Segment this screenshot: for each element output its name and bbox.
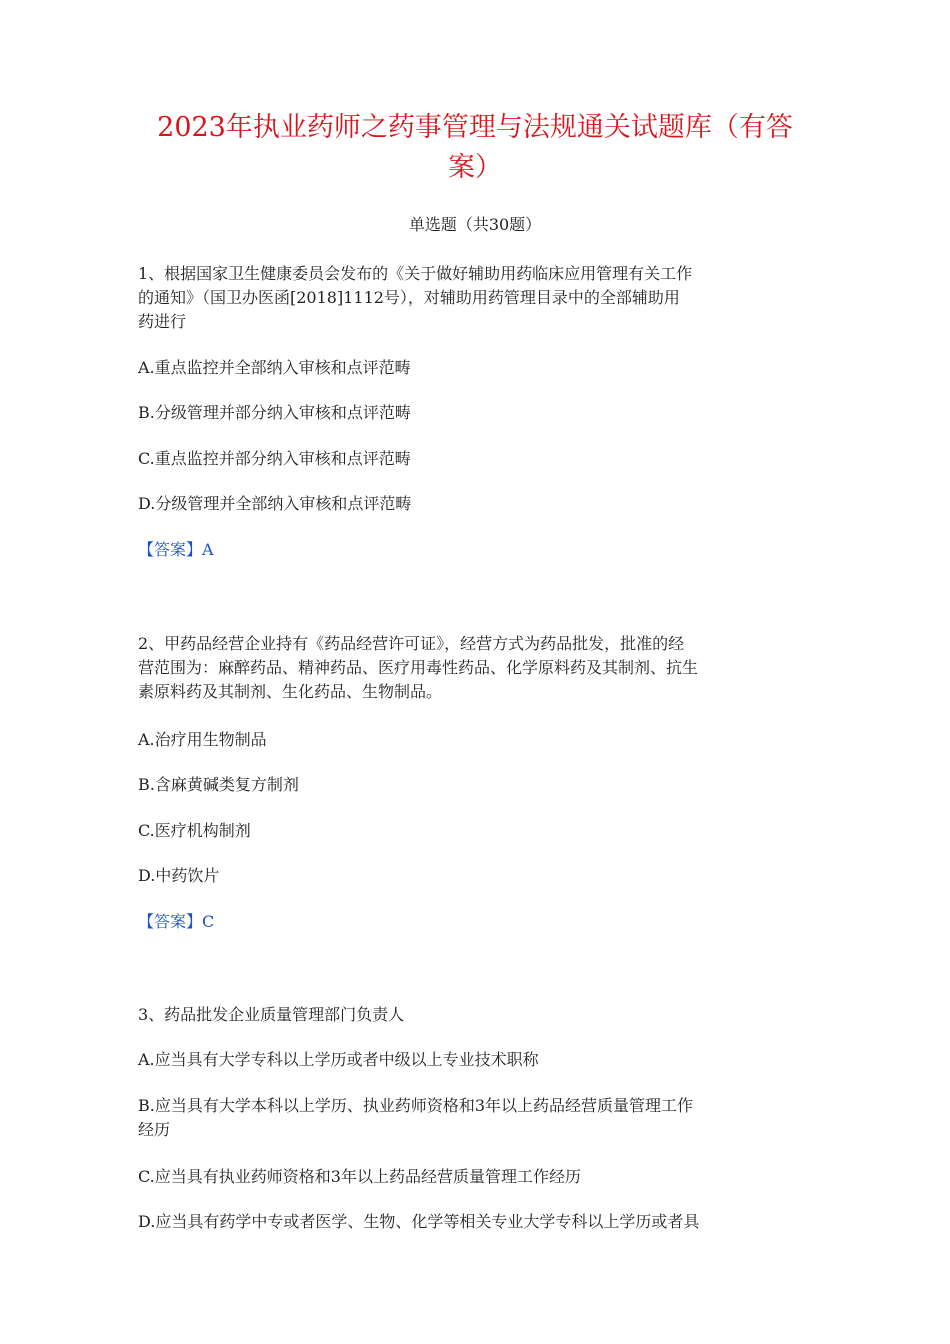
q1-stem-line-3: 药进行 xyxy=(138,312,187,331)
q1-option-b: B.分级管理并部分纳入审核和点评范畴 xyxy=(138,403,411,422)
q1-stem-line-1: 1、根据国家卫生健康委员会发布的《关于做好辅助用药临床应用管理有关工作 xyxy=(138,264,693,283)
q2-answer xyxy=(138,910,818,934)
q3-option-d: D.应当具有药学中专或者医学、生物、化学等相关专业大学专科以上学历或者具 xyxy=(138,1212,700,1231)
answer-value: A xyxy=(202,540,214,559)
q2-option-b: B.含麻黄碱类复方制剂 xyxy=(138,775,299,794)
q1-option-d: D.分级管理并全部纳入审核和点评范畴 xyxy=(138,494,412,513)
document-title xyxy=(120,108,830,188)
title-line-2: 案） xyxy=(448,152,502,183)
q1-stem-line-2: 的通知》（国卫办医函[2018]1112号），对辅助用药管理目录中的全部辅助用 xyxy=(138,288,680,307)
q3-option-c: C.应当具有执业药师资格和3年以上药品经营质量管理工作经历 xyxy=(138,1167,581,1186)
answer-label: 【答案】 xyxy=(138,912,203,931)
q3-option-b-line-2: 经历 xyxy=(138,1120,171,1139)
title-line-1: 2023年执业药师之药事管理与法规通关试题库（有答 xyxy=(157,112,793,143)
q3-option-b-line-1: B.应当具有大学本科以上学历、执业药师资格和3年以上药品经营质量管理工作 xyxy=(138,1096,694,1115)
q2-option-c: C.医疗机构制剂 xyxy=(138,821,251,840)
answer-value: C xyxy=(202,912,215,931)
section-heading: 单选题（共30题） xyxy=(408,215,542,234)
q1-option-c: C.重点监控并部分纳入审核和点评范畴 xyxy=(138,449,411,468)
q3-stem-line-1: 3、药品批发企业质量管理部门负责人 xyxy=(138,1005,405,1024)
q3-option-a: A.应当具有大学专科以上学历或者中级以上专业技术职称 xyxy=(138,1050,539,1069)
q2-stem-line-2: 营范围为：麻醉药品、精神药品、医疗用毒性药品、化学原料药及其制剂、抗生 xyxy=(138,658,699,677)
q1-answer xyxy=(138,538,818,562)
q2-option-a: A.治疗用生物制品 xyxy=(138,730,267,749)
answer-label: 【答案】 xyxy=(138,540,203,559)
q2-stem-line-1: 2、甲药品经营企业持有《药品经营许可证》，经营方式为药品批发，批准的经 xyxy=(138,634,685,653)
q2-stem-line-3: 素原料药及其制剂、生化药品、生物制品。 xyxy=(138,682,443,701)
q1-option-a: A.重点监控并全部纳入审核和点评范畴 xyxy=(138,358,411,377)
q2-option-d: D.中药饮片 xyxy=(138,866,220,885)
